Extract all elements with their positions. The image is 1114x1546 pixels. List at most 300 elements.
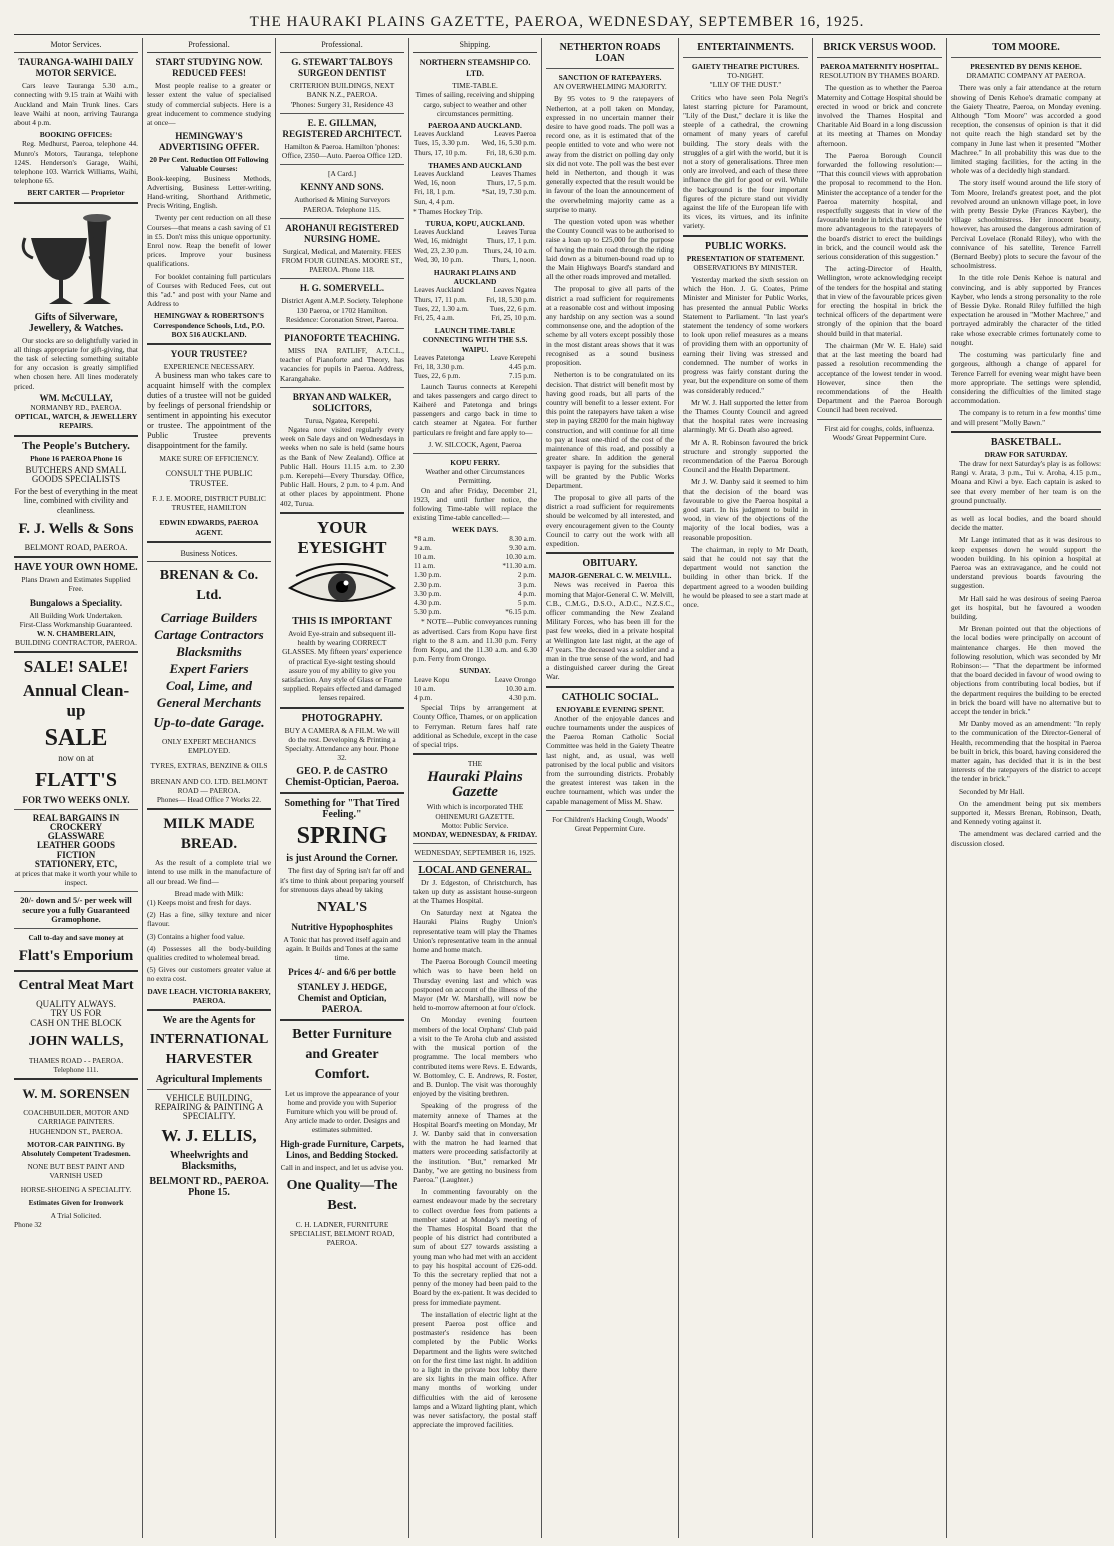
list-item: Expert Fariers	[169, 660, 249, 676]
ad-phone: Phone 32	[14, 1220, 42, 1230]
ad-text: now on at	[58, 753, 94, 764]
ad-text: Call to-day and save money at	[28, 932, 124, 942]
article-subtitle: MAJOR-GENERAL C. W. MELVILL.	[548, 571, 672, 581]
ad-name: KENNY AND SONS.	[300, 182, 384, 193]
table-cell: Wed, 16, noon	[414, 179, 456, 188]
ad-name: G. STEWART TALBOYS SURGEON DENTIST	[291, 57, 393, 79]
table-cell: Thurs, 24, 10 a.m.	[483, 246, 536, 255]
ad-subtitle: Turua, Ngatea, Kerepehi.	[304, 415, 380, 425]
table-row	[413, 553, 537, 562]
article-title: CATHOLIC SOCIAL.	[561, 691, 659, 703]
list-item: Cartage Contractors	[154, 626, 264, 642]
table-cell: Leaves Thames	[491, 170, 536, 179]
ad-title: HEMINGWAY'S ADVERTISING OFFER.	[158, 131, 260, 153]
table-cell: 10 a.m.	[414, 552, 436, 561]
table-cell: Leaves Ngatea	[493, 286, 536, 295]
article-paragraph: The draw for next Saturday's play is as follows: Rangi v. Arata, 3 p.m., Tui v. Aroha, 4.15 p.m., Moana and Kiwi a bye. Each captain is asked to see that every member of her team is on the ground punctually.	[951, 458, 1101, 505]
ad-name: H. G. SOMERVELL.	[299, 283, 385, 294]
ad-name: DAVE LEACH. VICTORIA BAKERY, PAEROA.	[147, 986, 271, 1005]
ad-name: E. E. GILLMAN, REGISTERED ARCHITECT.	[282, 117, 402, 139]
table-cell: Tues, 22, 6 p.m.	[489, 304, 536, 313]
milk-points	[147, 898, 271, 984]
article-subtitle: OBSERVATIONS BY MINISTER.	[693, 262, 798, 272]
article-paragraph: Critics who have seen Pola Negri's latest starring picture for Paramount, "Lily of the Dust," declare it is like the steeple of a cathedral, the crowning ornament of many years of careful building. The story deals with the struggles of a girl with the world, but it is not a story of generalisations. Three men only are involved, and each of these three influence the girl for good or evil. While the background is the four important figures of the picture stand out vividly against the life of the European life with its vices, its virtues, and its infinite variety.	[683, 92, 808, 231]
ad-phone: Phones— Head Office 7 Works 22.	[156, 794, 262, 804]
article-title: TOM MOORE.	[992, 42, 1060, 53]
table-row	[413, 237, 537, 246]
table-row	[413, 149, 537, 158]
ad-name: F. J. Wells & Sons	[18, 520, 134, 537]
filler-ad: For Children's Hacking Cough, Woods' Great Peppermint Cure.	[552, 814, 668, 834]
ad-title: YOUR EYESIGHT	[297, 517, 387, 557]
ad-text: District Agent A.M.P. Society. Telephone 130 Paeroa, or 1702 Hamilton. Residence: Coronation Street, Paeroa.	[281, 296, 403, 324]
ad-text: A business man who takes care to acquaint himself with the complex duties of a trustee will not be guided by feelings of personal friendship or sentiment in appointing his executor or trustee. The appointment of the Public Trustee prevents disappointment for the family.	[147, 371, 271, 451]
ad-text: Our stocks are so delightfully varied in all things appropriate for gift-giving, that the task of selecting something suitable for any occasion is greatly simplified when chosen here. All lines moderately priced.	[14, 335, 138, 391]
article-subtitle: PRESENTATION OF STATEMENT.	[686, 253, 805, 263]
article-paragraph: In commenting favourably on the earnest endeavour made by the secretary to collect overdue fees from patients a member stated at Monday's meeting of the Thames Hospital Board that the people of his district had contributed a sum of about £27 towards assisting a young man who had met with an accident to pay his hospital account of £26-odd. To this the secretary replied that not a penny of the money had been paid to the Board by the ex-patient. It was decided to press for immediate payment.	[413, 1187, 537, 1307]
ad-text: [A Card.]	[328, 169, 356, 179]
article-subtitle: RESOLUTION BY THAMES BOARD.	[819, 71, 940, 81]
ad-subtitle: Bread made with Milk:	[174, 888, 244, 898]
list-item: (2) Has a fine, silky texture and nicer flavour.	[147, 910, 271, 929]
column-rule	[275, 38, 276, 1538]
table-cell: Leave Kerepehi	[490, 353, 536, 362]
table-cell: Leaves Paeroa	[494, 130, 536, 139]
ad-text: at prices that make it worth your while to inspect.	[15, 868, 137, 888]
ad-text: NONE BUT BEST PAINT AND VARNISH USED	[27, 1162, 125, 1181]
ad-subtitle: Bungalows a Speciality.	[29, 597, 123, 608]
dateline: WEDNESDAY, SEPTEMBER 16, 1925.	[414, 848, 536, 858]
article-title: BASKETBALL.	[990, 436, 1062, 448]
article-title: OBITUARY.	[582, 558, 638, 570]
route-heading: HAURAKI PLAINS AND AUCKLAND	[433, 268, 517, 287]
article-subtitle: AN OVERWHELMING MAJORITY.	[553, 82, 667, 92]
article-paragraph: The costuming was particularly fine and gorgeous, although a change of apparel for Terence Farrell for evening wear might have been more appropriate. The settings were splendid, considering the difficulties of the limited stage accommodation.	[951, 350, 1101, 406]
shipping-note: Times of sailing, receiving and shipping cargo, subject to weather and other circumstances permitting.	[415, 90, 535, 118]
list-item: (1) Keeps moist and fresh for days.	[147, 897, 252, 907]
table-cell: Leave Kopu	[414, 675, 450, 684]
section-heading: Motor Services.	[14, 38, 138, 53]
list-item: CROCKERY	[49, 821, 103, 832]
article-paragraph: News was received in Paeroa this morning that Major-General C. W. Melvill, C.B., C.M.G., D.S.O., A.D.C., N.Z.S.C., officer commanding the New Zealand Military Forces, who has been ill for the past few weeks, died in a private hospital at Wellington late last night, at the age of 47 years. The deceased was a soldier and a man in the true sense of the word, and had a distinguished career during the Great War.	[546, 580, 674, 682]
ad-name: FLATT'S	[35, 768, 117, 791]
table-row	[413, 247, 537, 256]
timetable-table	[413, 170, 537, 207]
article-title: LOCAL AND GENERAL.	[418, 865, 532, 877]
article-paragraph: The question voted upon was whether the County Council was to be authorised to raise a loan up to £25,000 for the purpose of having the main road through the riding laid down as a bitumen-bound road up to the Main Highways Board's standard and all the other roads improved and metalled.	[546, 217, 674, 282]
ad-subtitle: 20 Per Cent. Reduction Off Following Valuable Courses:	[149, 155, 269, 174]
article-paragraph: Dr J. Edgeston, of Christchurch, has taken up duty as assistant house-surgeon at the Thames Hospital.	[413, 877, 537, 906]
table-cell: 7.15 p.m.	[508, 372, 536, 381]
ad-trade: BUILDING CONTRACTOR, PAEROA.	[15, 638, 137, 648]
table-cell: Wed, 30, 10 p.m.	[414, 255, 464, 264]
table-cell: Wed, 16, midnight	[414, 237, 468, 246]
route-heading: PAEROA AND AUCKLAND.	[428, 121, 522, 131]
timetable-table	[413, 535, 537, 618]
list-item: (5) Gives our customers greater value at no extra cost.	[147, 965, 271, 984]
table-row	[413, 599, 537, 608]
section-heading: Professional.	[147, 38, 271, 53]
ad-address: HEMINGWAY & ROBERTSON'S Correspondence Schools, Ltd., P.O. BOX 516 AUCKLAND.	[153, 311, 265, 339]
column-1	[14, 38, 138, 1538]
article-paragraph: By 95 votes to 9 the ratepayers of Netherton, at a poll taken on Monday, expressed in no uncertain manner their desire to have good roads. The poll was a record one, as it is estimated that of the people entitled to vote and who were not away from the district on polling day only six did not vote. The poll was the best ever held in Netherton, and though it was generally expected that the result would be in favour of the loan the announcement of the overwhelming majority came as a surprise to many.	[546, 94, 674, 214]
ad-text: Surgical, Medical, and Maternity. FEES FROM FOUR GUINEAS. MOORE ST., PAEROA. Phone 118.	[281, 246, 403, 275]
table-cell: 11 a.m.	[414, 562, 436, 571]
ad-text: Avoid Eye-strain and subsequent ill-health by wearing CORRECT GLASSES. My fifteen years' experience of practical Eye-sight testing should assure you of my ability to give you satisfaction. Any style of Glass or Frame supplied. Repairs effected and damaged lenses repaired.	[281, 628, 403, 703]
table-cell: Leaves Auckland	[414, 286, 464, 295]
article-subtitle: DRAMATIC COMPANY AT PAEROA.	[966, 71, 1086, 81]
table-row	[413, 694, 537, 703]
timetable-table	[413, 286, 537, 323]
column-3	[280, 38, 404, 1538]
table-cell: 4.30 p.m.	[508, 694, 536, 702]
table-row	[413, 535, 537, 544]
ad-name: BRENAN & Co. Ltd.	[159, 567, 259, 603]
silverware-illustration	[21, 208, 131, 308]
ad-title: SALE	[44, 725, 108, 752]
article-subtitle: TO-NIGHT.	[727, 71, 764, 81]
table-row	[413, 188, 537, 197]
publication-days: MONDAY, WEDNESDAY, & FRIDAY.	[413, 830, 537, 840]
table-cell: Leaves Auckland	[414, 228, 464, 237]
column-7	[817, 38, 942, 1538]
ad-phone: Phone 16 PAEROA Phone 16	[30, 453, 122, 463]
ad-text: MOTOR-CAR PAINTING. By Absolutely Competent Tradesmen.	[21, 1139, 131, 1158]
column-6	[683, 38, 808, 1538]
article-subtitle: DRAW FOR SATURDAY.	[984, 449, 1068, 459]
table-cell: Fri, 25, 4 a.m.	[414, 314, 455, 323]
ad-title: The People's Butchery.	[22, 439, 130, 452]
article-subtitle: ENJOYABLE EVENING SPENT.	[556, 704, 664, 714]
table-row	[413, 198, 537, 207]
eye-illustration	[286, 562, 398, 612]
article-paragraph: The proposal to give all parts of the district a road sufficient for requirements should be welcomed by all interested, and every encouragement given to the County Council to carry out the work with all expedition.	[546, 492, 674, 548]
table-row	[413, 354, 537, 363]
ad-subtitle: THIS IS IMPORTANT	[292, 615, 392, 627]
table-row	[413, 296, 537, 305]
column-rule	[678, 38, 679, 1538]
table-cell: 4.45 p.m.	[508, 363, 536, 372]
brenan-list	[147, 610, 271, 710]
table-cell: Sun, 4, 4 p.m.	[414, 197, 455, 206]
article-title: NETHERTON ROADS LOAN	[559, 42, 661, 64]
ad-text: Reg. Medhurst, Paeroa, telephone 44. Munro's Motors, Tauranga, telephone 124S. Henderson's Garage, Waihi, telephone 103. Warrick Williams, Waihi, telephone 65.	[14, 139, 138, 186]
ad-text: VEHICLE BUILDING, REPAIRING & PAINTING A SPECIALITY.	[154, 1092, 264, 1122]
article-title: BRICK VERSUS WOOD.	[823, 42, 936, 53]
article-paragraph: Speaking of the progress of the maternity annexe of Thames at the Hospital Board's meeting on Monday, Mr J. W. Danby said that in conversation with the matron he had learned that matters were proceeding satisfactorily at the institution. "But," remarked Mr Danby, "we are getting no business from Paeroa." (Laughter.)	[413, 1101, 537, 1184]
article-paragraph: The Paeroa Borough Council forwarded the following resolution:— "That this council views with approbation the proposal to recommend to the Hon. Minister the acceptance of a tender for the Paeroa maternity hospital, and respectfully suggests that in view of the favourable tender in brick that it would be more advantageous to the ratepayers of the board's district to erect the buildings in brick, and the council would ask the serious consideration of this suggestion."	[817, 150, 942, 262]
ad-text: For booklet containing full particulars of Courses with Reduced Fees, cut out this "ad." and post with your Name and Address to	[147, 271, 271, 309]
column-rule	[142, 38, 143, 1538]
article-paragraph: The company is to return in a few months' time and will present "Molly Bawn."	[951, 408, 1101, 427]
column-rule	[812, 38, 813, 1538]
shipping-note: Special Trips by arrangement at County Office, Thames, or on application to Ferryman. Return fares half rate additional as Schedule, except in the case of special trips.	[413, 703, 537, 750]
ad-name: W. J. ELLIS,	[161, 1125, 257, 1145]
shipping-note: * Thames Hockey Trip.	[413, 206, 483, 216]
table-row	[413, 179, 537, 188]
list-item: Coal, Lime, and	[166, 677, 252, 693]
table-cell: 5 p.m.	[517, 598, 536, 607]
column-2	[147, 38, 271, 1538]
table-cell: 5.30 p.m.	[414, 608, 442, 617]
article-paragraph: Mr Hall said he was desirous of seeing Paeroa get its hospital, but he favoured a wooden building.	[951, 593, 1101, 621]
ad-text: For the best of everything in the meat line, combined with civility and cleanliness.	[14, 487, 138, 515]
article-paragraph: Mr A. R. Robinson favoured the brick structure and strongly supported the recommendation of the Paeroa Borough Council and the Health Department.	[683, 437, 808, 475]
ad-title: PHOTOGRAPHY.	[301, 712, 383, 724]
article-paragraph: The acting-Director of Health, Wellington, wrote acknowledging receipt of the tenders for the hospital and stating that in view of the favourable prices given for erecting the hospital in brick the technical officers of the department were strongly of the opinion that the board should build in that material.	[817, 264, 942, 338]
ad-text: ONLY EXPERT MECHANICS EMPLOYED.	[161, 736, 257, 756]
ad-name: BRYAN AND WALKER, SOLICITORS,	[292, 391, 392, 413]
ad-text: Something for "That Tired Feeling."	[284, 798, 400, 821]
column-8	[951, 38, 1101, 1538]
ad-text: A Tonic that has proved itself again and again. It Builds and Tones at the same time.	[283, 934, 401, 963]
table-cell: Leaves Patetonga	[414, 353, 465, 362]
ad-name: F. J. E. MOORE, DISTRICT PUBLIC TRUSTEE, HAMILTON	[152, 493, 266, 513]
ad-title: SPRING	[296, 823, 388, 850]
article-paragraph: The installation of electric light at the present Paeroa post office and postmaster's residence has been completed by the Public Works Department and the lights were switched on for the first time last night. In addition to a light in the private box lobby there are six lights in the main office. After many months of working under difficulties with the aid of kerosene lamps and a Wizard lighting plant, which was never satisfactory, the postal staff appreciate the improved facilities.	[413, 1309, 537, 1430]
ad-text: We are the Agents for	[162, 1014, 256, 1026]
table-row	[413, 256, 537, 265]
table-row	[413, 228, 537, 237]
table-cell: 8.30 a.m.	[509, 534, 536, 543]
ad-subtitle: EXPERIENCE NECESSARY.	[163, 362, 255, 372]
column-rule	[946, 38, 947, 1538]
ad-subtitle: High-grade Furniture, Carpets, Linos, and Bedding Stocked.	[280, 1138, 404, 1160]
ad-text: All Building Work Undertaken.	[29, 610, 123, 620]
ad-text: Plans Drawn and Estimates Supplied Free.	[21, 575, 131, 594]
table-cell: Fri, 25, 10 p.m.	[491, 314, 536, 323]
table-cell: Tues, 15, 3.30 p.m.	[414, 139, 470, 148]
article-paragraph: On Monday evening fourteen members of the local Orphans' Club paid a visit to the Te Aroha club and assisted with the musical portion of the programme. The local members who contributed items were Revs. E. Edwards, W. Bottomley, C. E. Andrews, R. Foster, and B. Dunlop. The visit was thoroughly enjoyed by the visiting brethren.	[413, 1015, 537, 1099]
article-paragraph: The amendment was declared carried and the discussion closed.	[951, 829, 1101, 848]
ad-title: Up-to-date Garage.	[153, 715, 265, 731]
shipping-company: NORTHERN STEAMSHIP CO. LTD.	[419, 58, 531, 79]
table-row	[413, 544, 537, 553]
article-paragraph: There was only a fair attendance at the return showing of Denis Kehoe's dramatic company at the Gaiety Theatre, Paeroa, on Monday evening. Although "Tom Moore" was accorded a good reception, the consensus of opinion is that it did not quite reach the high standard set by the company in June last when it presented "Mother Machree." In all probability this was due to the limited staging facilities, for the acting in the whole was of a decidedly high standard.	[951, 83, 1101, 176]
article-paragraph: In the title role Denis Kehoe is natural and convincing, and is ably supported by Frances Kayber, who lends a strong personality to the role of Bessie Dyke. Ronald Riley fulfilled the high expectation he aroused in "Mother Machree," and portrayed admirably the character of the titled rake whose execrable crimes fortunately come to nought.	[951, 273, 1101, 347]
shipping-agent: J. W. SILCOCK, Agent, Paeroa	[428, 439, 522, 449]
masthead-rule	[14, 34, 1100, 35]
table-row	[413, 685, 537, 694]
article-paragraph: The chairman, in reply to Mr Death, said that he could not say that the department would not sanction the building in other than brick. If the department agreed to a wooden building he would be pleased to see a start made at once.	[683, 544, 808, 609]
column-rule	[541, 38, 542, 1538]
timetable-table	[413, 354, 537, 382]
table-row	[413, 305, 537, 314]
article-paragraph: Netherton is to be congratulated on its decision. That district will benefit most by having good roads, but all parts of the country will benefit to a lesser extent. For this point the ratepayers have taken a wise step in paying £8200 for the main highway construction, and will continue for all time to pay at least one-third of the cost of the maintenance of this road, and possibly a greater share. In addition the general taxpayer is paying for the subsidies that will be granted by the Public Works Department.	[546, 370, 674, 490]
ad-text: QUALITY ALWAYS.	[36, 999, 116, 1010]
ad-title: Annual Clean-up	[22, 681, 130, 721]
ad-title: MILK MADE BREAD.	[163, 816, 255, 853]
ad-text: TYRES, EXTRAS, BENZINE & OILS	[150, 761, 268, 771]
ad-name: NYAL'S	[316, 899, 368, 915]
table-row	[413, 314, 537, 323]
table-row	[413, 608, 537, 617]
ad-title: Gifts of Silverware, Jewellery, & Watches.	[28, 311, 124, 334]
article-paragraph: The proposal to give all parts of the district a road sufficient for requirements at a reasonable cost and without imposing any hardship on any section was a sound commonsense one, and the adoption of the scheme by all voters except possibly those in the most distant areas shows that it was recognised as a sound business proposition.	[546, 284, 674, 368]
route-heading: WEEK DAYS.	[451, 525, 499, 535]
table-cell: *11.30 a.m.	[502, 562, 536, 571]
table-cell: 9 a.m.	[414, 543, 432, 552]
table-cell: 3.30 p.m.	[414, 589, 442, 598]
article-paragraph: Mr Brenan pointed out that the objections of the local bodies were principally on account of maintenance charges. He then moved the following resolution, which was seconded by Mr Robinson:— "That the department be informed that the board decided in favour of wood owing to objections from contributing local bodies, but if the department requires the building to be erected in brick the board will have no alternative but to accept the tender in brick."	[951, 624, 1101, 716]
table-cell: 10.30 a.m.	[505, 684, 536, 693]
ad-phone: 'Phones: Surgery 31, Residence 43	[290, 99, 394, 109]
table-cell: 4 p.m.	[517, 589, 536, 598]
section-heading: Shipping.	[413, 38, 537, 53]
column-5	[546, 38, 674, 1538]
table-cell: Fri, 18, 5.30 p.m.	[486, 295, 536, 304]
ad-text: Prices 4/- and 6/6 per bottle	[288, 966, 396, 977]
ad-text: First-Class Workmanship Guaranteed.	[19, 619, 133, 629]
ad-title: Central Meat Mart	[18, 978, 134, 994]
table-cell: 10 a.m.	[414, 684, 436, 693]
ad-proprietor: BERT CARTER — Proprietor	[27, 188, 125, 198]
table-row	[413, 590, 537, 599]
list-item: Carriage Builders	[160, 609, 258, 625]
shipping-note: On and after Friday, December 21, 1923, and until further notice, the following Time-table will replace the existing Time-table cancelled:—	[413, 485, 537, 523]
column-4	[413, 38, 537, 1538]
ad-text: HORSE-SHOEING A SPECIALITY.	[20, 1184, 132, 1194]
shipping-note: Weather and other Circumstances Permitting.	[425, 467, 525, 486]
ad-text: Most people realise to a greater or lesser extent the value of specialised study of commercial subjects. Here is a great inducement to commence studying at once—	[147, 81, 271, 128]
route-heading: LAUNCH TIME-TABLE CONNECTING WITH THE S.S. WAIPU.	[422, 326, 528, 354]
shipping-heading: TIME-TABLE.	[452, 81, 498, 91]
ad-text: CONSULT THE PUBLIC TRUSTEE.	[165, 469, 253, 488]
ad-text: Call in and inspect, and let us advise you.	[280, 1162, 404, 1172]
article-title: PUBLIC WORKS.	[705, 240, 786, 252]
section-heading: Professional.	[280, 38, 404, 53]
ad-name: C. H. LADNER, FURNITURE SPECIALIST, BELMONT ROAD, PAEROA.	[289, 1219, 395, 1248]
article-title: ENTERTAINMENTS.	[697, 42, 794, 53]
table-row	[413, 676, 537, 685]
table-cell: 4.30 p.m.	[414, 598, 442, 607]
ad-name: GEO. P. de CASTRO Chemist-Optician, Paeroa.	[285, 766, 399, 789]
table-cell: Thurs, 17, 11 p.m.	[414, 295, 467, 304]
ad-text: Estimates Given for Ironwork	[28, 1197, 124, 1207]
ad-name: EDWIN EDWARDS, PAEROA AGENT.	[159, 518, 259, 537]
ad-title: TAURANGA-WAIHI DAILY MOTOR SERVICE.	[18, 57, 134, 79]
table-row	[413, 139, 537, 148]
table-cell: 1.30 p.m.	[414, 571, 442, 580]
article-subtitle: GAIETY THEATRE PICTURES.	[691, 62, 800, 71]
table-cell: Fri, 18, 6.30 p.m.	[486, 148, 536, 157]
ad-trade: Authorised & Mining Surveyors PAEROA. Telephone 115.	[294, 195, 390, 214]
ad-title: One Quality—The Best.	[286, 1177, 398, 1213]
article-subtitle: "LILY OF THE DUST."	[709, 80, 782, 90]
article-paragraph: On the amendment being put six members supported it, Messrs Brenan, Robinson, Death, and Kennedy voting against it.	[951, 798, 1101, 827]
masthead: THE HAURAKI PLAINS GAZETTE, PAEROA, WEDNESDAY, SEPTEMBER 16, 1925.	[249, 14, 865, 30]
table-row	[413, 363, 537, 372]
ad-subtitle: Nutritive Hypophosphites	[291, 921, 393, 932]
table-cell: Leave Orongo	[494, 675, 536, 684]
ad-trade: OPTICAL, WATCH, & JEWELLERY REPAIRS.	[14, 412, 138, 431]
list-item: FICTION	[56, 849, 96, 860]
ad-text: CASH ON THE BLOCK	[30, 1017, 122, 1028]
article-subtitle: SANCTION OF RATEPAYERS.	[558, 73, 662, 82]
table-cell: Tues, 22, 1.30 a.m.	[414, 304, 469, 313]
ad-title: SALE! SALE!	[23, 657, 129, 677]
table-row	[413, 130, 537, 139]
route-heading: TURUA, KOPU, AUCKLAND.	[425, 219, 525, 229]
table-cell: Thurs, 17, 10 p.m.	[414, 148, 467, 157]
ad-name: AROHANUI REGISTERED NURSING HOME.	[285, 222, 399, 244]
list-item: (3) Contains a higher food value.	[147, 931, 245, 941]
article-paragraph: Mr W. J. Hall supported the letter from the Thames County Council and agreed that the hospital rates were increasing alarmingly. Mr G. Death also agreed.	[683, 397, 808, 435]
article-paragraph: Mr Lange intimated that as it was desirous to keep expenses down he would support the wooden building. In his opinion a hospital at Paeroa was an extravagance, and he could not understand previous boards favouring the suggestion.	[951, 535, 1101, 591]
ad-address: BELMONT RD., PAEROA. Phone 15.	[149, 1175, 269, 1198]
timetable-table	[413, 228, 537, 265]
article-paragraph: Another of the enjoyable dances and euchre tournaments under the auspices of the Paeroa Roman Catholic Social Committee was held in the Gaiety Theatre last night, and, as usual, was well patronised by the local public and visitors from the surrounding districts. Probably the greatest interest was taken in the euchre tournament, which was under the capable management of Miss M. Shaw.	[546, 713, 674, 806]
ad-name: W. N. CHAMBERLAIN,	[36, 628, 116, 638]
article-subtitle: PAEROA MATERNITY HOSPITAL.	[820, 62, 939, 71]
table-cell: Leaves Auckland	[414, 130, 464, 139]
ad-address: BRENAN AND CO. LTD. BELMONT ROAD — PAEROA.	[150, 776, 268, 795]
timetable-table	[413, 130, 537, 158]
table-cell: 2 p.m.	[517, 571, 536, 580]
ad-subtitle: BUTCHERS AND SMALL GOODS SPECIALISTS	[25, 464, 127, 485]
ad-text: Book-keeping, Business Methods, Advertising, Business Letter-writing, Hand-writing, Shorthand Arithmetic, Precis Writing, English.	[147, 173, 271, 211]
table-cell: 10.30 a.m.	[505, 552, 536, 561]
ad-address: CRITERION BUILDINGS, NEXT BANK N.Z., PAEROA.	[289, 81, 395, 100]
ad-title: Better Furniture and Greater Comfort.	[292, 1026, 392, 1082]
ad-title: YOUR TRUSTEE?	[170, 349, 248, 360]
table-cell: 9.30 a.m.	[509, 543, 536, 552]
table-cell: Fri, 18, 3.30 p.m.	[414, 363, 464, 372]
ad-name: JOHN WALLS,	[28, 1033, 124, 1049]
article-paragraph: Seconded by Mr Hall.	[959, 786, 1025, 796]
article-paragraph: On Saturday next at Ngatea the Hauraki Plains Rugby Union's representative team will play the Thames Union's representative team in the annual home and home match.	[413, 908, 537, 955]
article-paragraph: as well as local bodies, and the board should decide the matter.	[951, 513, 1101, 533]
ad-name: STANLEY J. HEDGE, Chemist and Optician, PAEROA.	[297, 981, 387, 1014]
ad-address: THAMES ROAD - - PAEROA.	[28, 1055, 124, 1065]
table-cell: Thurs, 1, noon.	[492, 255, 536, 264]
route-heading: SUNDAY.	[459, 666, 491, 676]
article-paragraph: Mr Danby moved as an amendment: "In reply to the communication of the Director-General of Health, recommending that the hospital in Paeroa be built in brick, this board, having considered the matter again, has decided that it is in the best interests of the ratepayers of the district to accept the tender in brick."	[951, 719, 1101, 784]
article-paragraph: The chairman (Mr W. E. Hale) said that at the last meeting the board had passed a resolution recommending the acceptance of the lowest tender in wood. However, since then the recommendations of the Health Department and the Paeroa Borough Council had been received.	[817, 340, 942, 415]
list-item: REAL BARGAINS IN	[32, 812, 120, 823]
table-cell: 4 p.m.	[414, 694, 433, 702]
ad-text: Twenty per cent reduction on all these Courses—that means a cash saving of £1 in £5. Don't miss this unique opportunity. Enrol now. Reap the benefit of lower prices. Improve your business qualifications.	[147, 213, 271, 269]
list-item: STATIONERY, ETC,	[34, 858, 118, 869]
table-row	[413, 170, 537, 179]
list-item: GLASSWARE	[47, 831, 105, 842]
article-paragraph: The story itself wound around the life story of Tom Moore, Ireland's greatest poet, and the plot revolved around an unknown village poet, in love with pretty Bessie Dyke (Frances Kayber), the village schoolmistress. Her innocent beauty, however, has aroused the dangerous admiration of Percival Lovelace (Ronald Riley), who with the connivance of his satellite, Terence Farrell (Bernard Beeby) plots to secure the favour of the schoolmistress.	[951, 178, 1101, 271]
ad-address: BELMONT ROAD, PAEROA.	[24, 542, 128, 552]
ad-name: W. M. SORENSEN	[22, 1086, 130, 1102]
nameplate: Hauraki Plains Gazette	[427, 769, 523, 801]
ad-text: FOR TWO WEEKS ONLY.	[22, 794, 130, 805]
ad-address: Hamilton & Paeroa. Hamilton 'phones: Office, 2350—Auto. Paeroa Office 12D.	[281, 141, 403, 161]
table-cell: *8 a.m.	[414, 534, 436, 543]
route-heading: KOPU FERRY.	[450, 457, 500, 467]
ad-text: MISS INA RATLIFF, A.T.C.L., teacher of Pianoforte and Theory, has vacancies for pupils in Paeroa. Address, Karangahake.	[280, 346, 404, 383]
ad-text: MAKE SURE OF EFFICIENCY.	[159, 454, 259, 464]
ad-title: START STUDYING NOW. REDUCED FEES!	[155, 57, 263, 79]
table-cell: Leaves Turua	[497, 228, 536, 237]
ad-name: WM. McCULLAY,	[39, 392, 113, 403]
table-cell: Fri, 18, 1 p.m.	[414, 188, 455, 197]
shipping-note: Launch Taurus connects at Kerepehi and takes passengers and cargo direct to Kaiheré and Patetonga and brings passengers and cargo back in time to catch steamer at Ngatea. For further particulars re freight and fare apply to—	[413, 381, 537, 437]
table-cell: Thurs, 17, 1 p.m.	[486, 237, 536, 246]
table-cell	[472, 198, 537, 207]
list-item: (4) Possesses all the body-building qualities credited to wholemeal bread.	[147, 943, 271, 962]
ad-subtitle: Agricultural Implements	[155, 1073, 263, 1085]
ad-trade: COACHBUILDER, MOTOR AND CARRIAGE PAINTERS. HUGHENDON ST., PAEROA.	[23, 1108, 129, 1136]
column-rule	[408, 38, 409, 1538]
table-row	[413, 581, 537, 590]
article-paragraph: The question as to whether the Paeroa Maternity and Cottage Hospital should be erected in wood or brick and concrete involved the Thames Hospital and Charitable Aid Board in a long discussion at its meeting at Thames on Monday afternoon.	[817, 83, 942, 148]
table-cell: Wed, 23, 2.30 p.m.	[414, 246, 469, 255]
